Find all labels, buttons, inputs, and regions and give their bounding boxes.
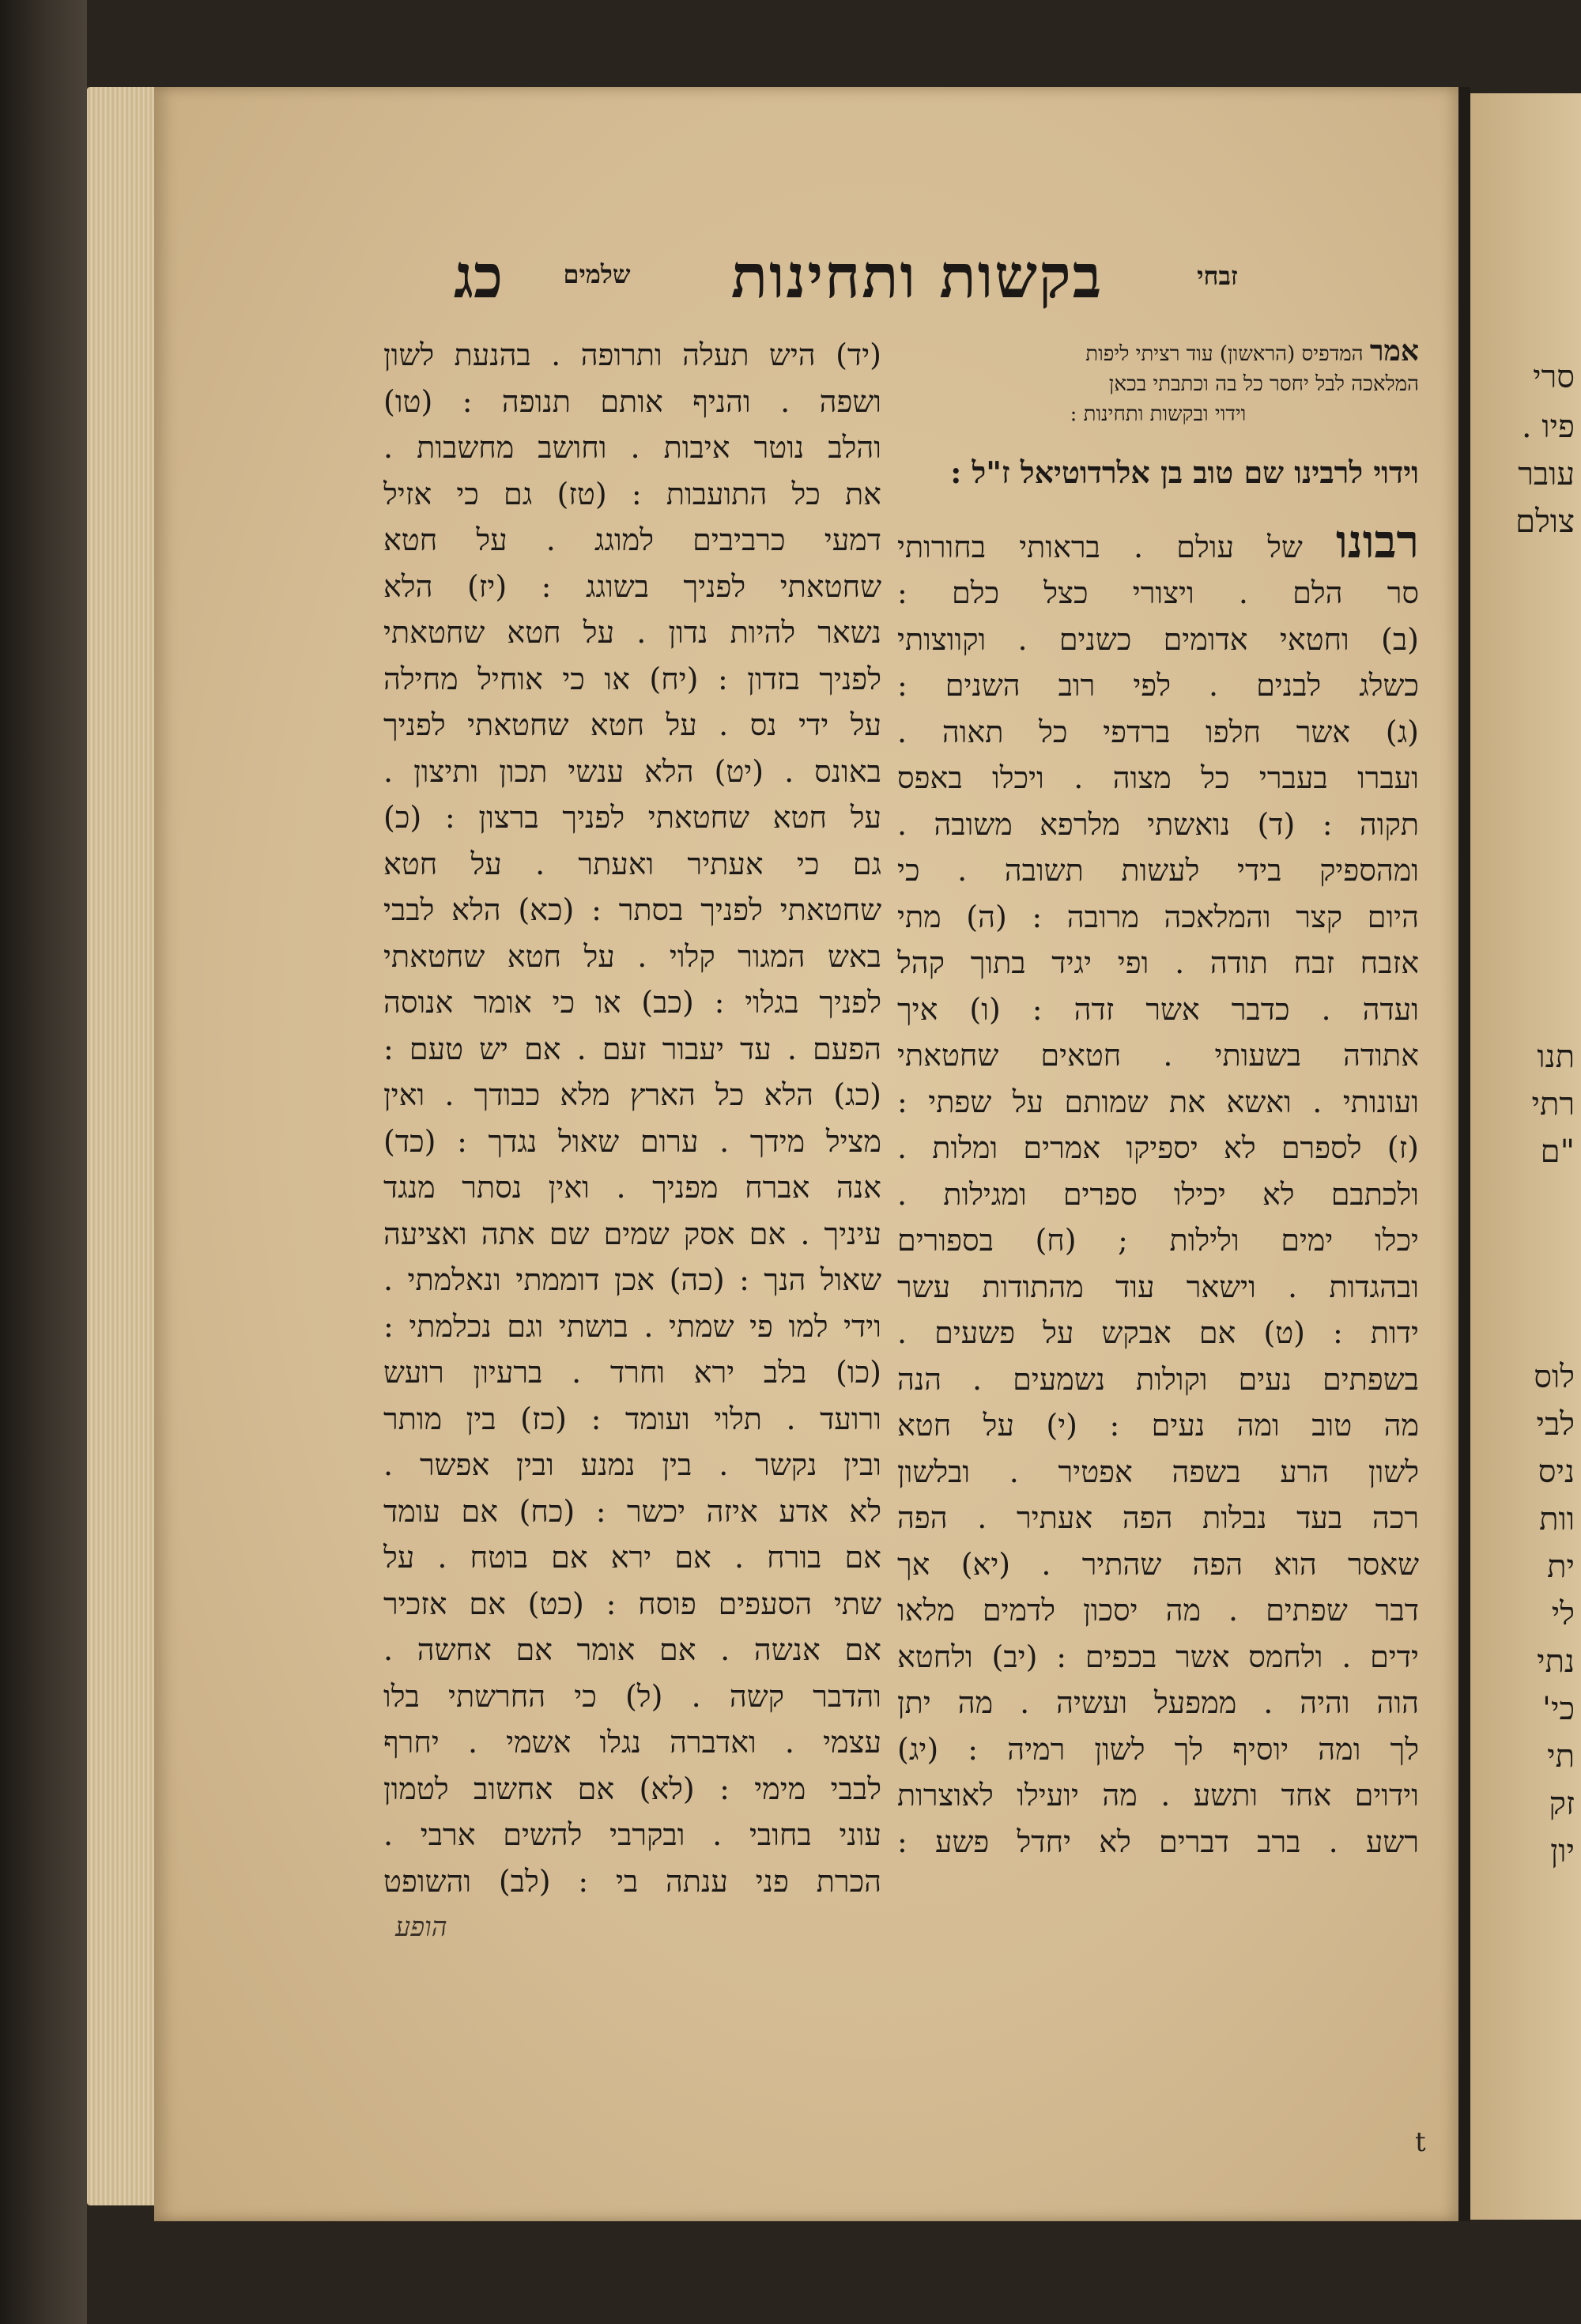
- text-line: רשע . ברב דברים לא יחדל פשע :: [897, 1824, 1419, 1859]
- text-line: ידות : (ט) אם אבקש על פשעים .: [897, 1315, 1419, 1350]
- text-line: כשלג לבנים . לפי רוב השנים :: [897, 668, 1419, 703]
- text-line: וידוים אחד ותשע . מה יועילו לאוצרות: [897, 1778, 1419, 1813]
- next-page-fragment: פיו .: [1521, 409, 1575, 445]
- text-line: שאול הנך : (כה) אכן דוממתי ונאלמתי .: [383, 1262, 881, 1297]
- text-line: היום קצר והמלאכה מרובה : (ה) מתי: [897, 899, 1419, 934]
- text-line: על חטא שחטאתי לפניך ברצון : (כ): [383, 800, 881, 835]
- next-page-fragment: סרי: [1533, 359, 1575, 395]
- text-line: לשון הרע בשפה אפטיר . ובלשון: [897, 1454, 1419, 1489]
- printer-note: [897, 336, 1419, 429]
- text-line: אנה אברח מפניך . ואין נסתר מנגד: [383, 1170, 881, 1205]
- next-page-fragment: נתי: [1537, 1643, 1575, 1680]
- next-page-edge: [1470, 93, 1581, 2220]
- page-number: כג: [453, 241, 504, 311]
- section-heading: וידוי לרבינו שם טוב בן אלרדוטיאל ז"ל :: [950, 455, 1419, 490]
- text-line: רכה בעד נבלות הפה אעתיר . הפה: [897, 1500, 1419, 1535]
- text-line: והלב נוטר איבות . וחושב מחשבות .: [383, 430, 881, 465]
- next-page-fragment: יון: [1550, 1833, 1575, 1869]
- text-line: ועדה . כדבר אשר זדה : (ו) איך: [897, 991, 1419, 1027]
- header-label-left: שלמים: [563, 259, 631, 289]
- bottom-mark: t: [1415, 2126, 1426, 2158]
- header-label-right: זבחי: [1197, 261, 1238, 291]
- next-page-fragment: וות: [1539, 1501, 1575, 1537]
- text-line: ורועד . תלוי ועומד : (כז) בין מותר: [383, 1401, 881, 1436]
- next-page-fragment: תנו: [1537, 1039, 1575, 1075]
- printer-note-line: המדפיס (הראשון) עוד רציתי ליפות: [1085, 342, 1364, 366]
- printer-note-line: המלאכה לבל יחסר כל בה וכתבתי בכאן: [1108, 372, 1419, 396]
- text-line: הוה והיה . ממפעל ועשיה . מה יתן: [897, 1685, 1419, 1720]
- next-page-fragment: "ם: [1540, 1134, 1575, 1170]
- book-gutter: [1458, 87, 1470, 2221]
- text-line: ובין נקשר . בין נמנע ובין אפשר .: [383, 1447, 881, 1482]
- text-line: לפניך בגלוי : (כב) או כי אומר אנוסה: [383, 985, 881, 1020]
- text-line: ושפה . והניף אותם תנופה : (טו): [383, 383, 881, 419]
- text-line: לפניך בזדון : (יח) או כי אוחיל מחילה: [383, 661, 881, 696]
- text-line: שאסר הוא הפה שהתיר . (יא) אך: [897, 1546, 1419, 1582]
- text-line: והדבר קשה . (ל) כי החרשתי בלו: [383, 1678, 881, 1714]
- text-line: סר הלם . ויצורי כצל כלם :: [897, 575, 1419, 610]
- text-line: שתי הסעפים פוסח : (כט) אם אזכיר: [383, 1586, 881, 1621]
- next-page-fragment: צולם: [1515, 504, 1575, 540]
- text-line: תקוה : (ד) נואשתי מלרפא משובה .: [897, 806, 1419, 842]
- text-line: על ידי נס . על חטא שחטאתי לפניך: [383, 707, 881, 742]
- text-line: של עולם . בראותי בחורותי: [897, 529, 1303, 564]
- text-line: (יד) היש תעלה ותרופה . בהנעת לשון: [383, 338, 881, 372]
- text-line: הפעם . עד יעבור זעם . אם יש טעם :: [383, 1031, 881, 1066]
- text-line: לך ומה יוסיף לך לשון רמיה : (יג): [897, 1731, 1419, 1767]
- text-line: ולכתבם לא יכילו ספרים ומגילות .: [897, 1176, 1419, 1212]
- text-line: ידים . ולחמס אשר בכפים : (יב) ולחטא: [897, 1639, 1419, 1674]
- book-spine: [0, 0, 87, 2324]
- text-line: לבבי מימי : (לא) אם אחשוב לטמון: [383, 1771, 881, 1806]
- next-page-fragment: לוס: [1534, 1359, 1575, 1395]
- text-line: אתודה בשעותי . חטאים שחטאתי: [897, 1038, 1419, 1073]
- next-page-fragment: כי': [1541, 1691, 1575, 1727]
- next-page-fragment: לי: [1551, 1596, 1575, 1632]
- text-line: באונס . (יט) הלא ענשי תכון ותיצון .: [383, 753, 881, 789]
- next-page-fragment: עובר: [1518, 456, 1575, 492]
- text-line: (כו) בלב ירא וחרד . ברעיון רועש: [383, 1355, 881, 1390]
- text-line: ומהספיק בידי לעשות תשובה . כי: [897, 853, 1419, 888]
- next-page-fragment: רתי: [1531, 1086, 1575, 1122]
- text-line: שחטאתי לפניך בסתר : (כא) הלא לבבי: [383, 892, 881, 927]
- text-line: עיניך . אם אסק שמים שם אתה ואציעה: [383, 1216, 881, 1251]
- initial-word: רבונו: [1336, 518, 1419, 568]
- text-line: ובהגדות . וישאר עוד מהתודות עשר: [897, 1269, 1419, 1304]
- page-title: בקשות ותחינות: [730, 241, 1104, 311]
- page-edges: [87, 87, 162, 2205]
- text-line: לא אדע איזה יכשר : (כח) אם עומד: [383, 1493, 881, 1529]
- next-page-fragment: לבי: [1536, 1406, 1575, 1443]
- text-line: את כל התועבות : (טז) גם כי אזיל: [383, 476, 881, 511]
- text-line: וידי למו פי שמתי . בושתי וגם נכלמתי :: [383, 1308, 881, 1344]
- text-line: נשאר להיות נדון . על חטא שחטאתי: [383, 615, 881, 650]
- text-line: גם כי אעתיר ואעתר . על חטא: [383, 846, 881, 881]
- text-column-right: [897, 336, 1419, 1865]
- text-line: יכלו ימים ולילות ; (ח) בספורים: [897, 1223, 1419, 1258]
- text-line: (כג) הלא כל הארץ מלא כבודך . ואין: [383, 1077, 881, 1112]
- printer-note-line: וידוי ובקשות ותחינות :: [1070, 402, 1247, 426]
- text-line: אם אנשה . אם אומר אם אחשה .: [383, 1632, 881, 1667]
- text-line: שחטאתי לפניך בשוגג : (יז) הלא: [383, 568, 881, 604]
- text-line: בשפתים נעים וקולות נשמעים . הנה: [897, 1361, 1419, 1397]
- text-line: אם בורח . אם ירא אם בוטח . על: [383, 1540, 881, 1575]
- catchword: הופע: [395, 1911, 447, 1943]
- text-line: דבר שפתים . מה יסכון לדמים מלאו: [897, 1593, 1419, 1628]
- text-line: ועברו בעברי כל מצוה . ויכלו באפס: [897, 760, 1419, 795]
- text-line: מה טוב ומה נעים : (י) על חטא: [897, 1408, 1419, 1443]
- text-line: הכרת פני ענתה בי : (לב) והשופט: [383, 1863, 881, 1899]
- text-line: (ז) לספרם לא יספיקו אמרים ומלות .: [897, 1130, 1419, 1165]
- printer-note-lead: אמר: [1369, 336, 1419, 368]
- next-page-fragment: ניס: [1538, 1454, 1575, 1490]
- text-line: עוני בחובי . ובקרבי להשים ארבי .: [383, 1817, 881, 1852]
- next-page-fragment: ית: [1547, 1549, 1575, 1585]
- text-line: ועונותי . ואשא את שמותם על שפתי :: [897, 1084, 1419, 1119]
- text-line: באש המגור קלוי . על חטא שחטאתי: [383, 938, 881, 974]
- text-line: אזבח זבח תודה . ופי יגיד בתוך קהל: [897, 945, 1419, 980]
- text-line: דמעי כרביבים למוגג . על חטא: [383, 523, 881, 557]
- next-page-fragment: תי: [1547, 1738, 1575, 1775]
- text-line: (ג) אשר חלפו ברדפי כל תאוה .: [897, 714, 1419, 749]
- next-page-fragment: זק: [1549, 1786, 1575, 1822]
- text-line: מציל מידך . ערום שאול נגדך : (כד): [383, 1123, 881, 1159]
- text-line: (ב) וחטאי אדומים כשנים . וקווצותי: [897, 621, 1419, 657]
- text-line: עצמי . ואדברה נגלו אשמי . יחרף: [383, 1725, 881, 1760]
- text-column-left: [383, 332, 881, 1904]
